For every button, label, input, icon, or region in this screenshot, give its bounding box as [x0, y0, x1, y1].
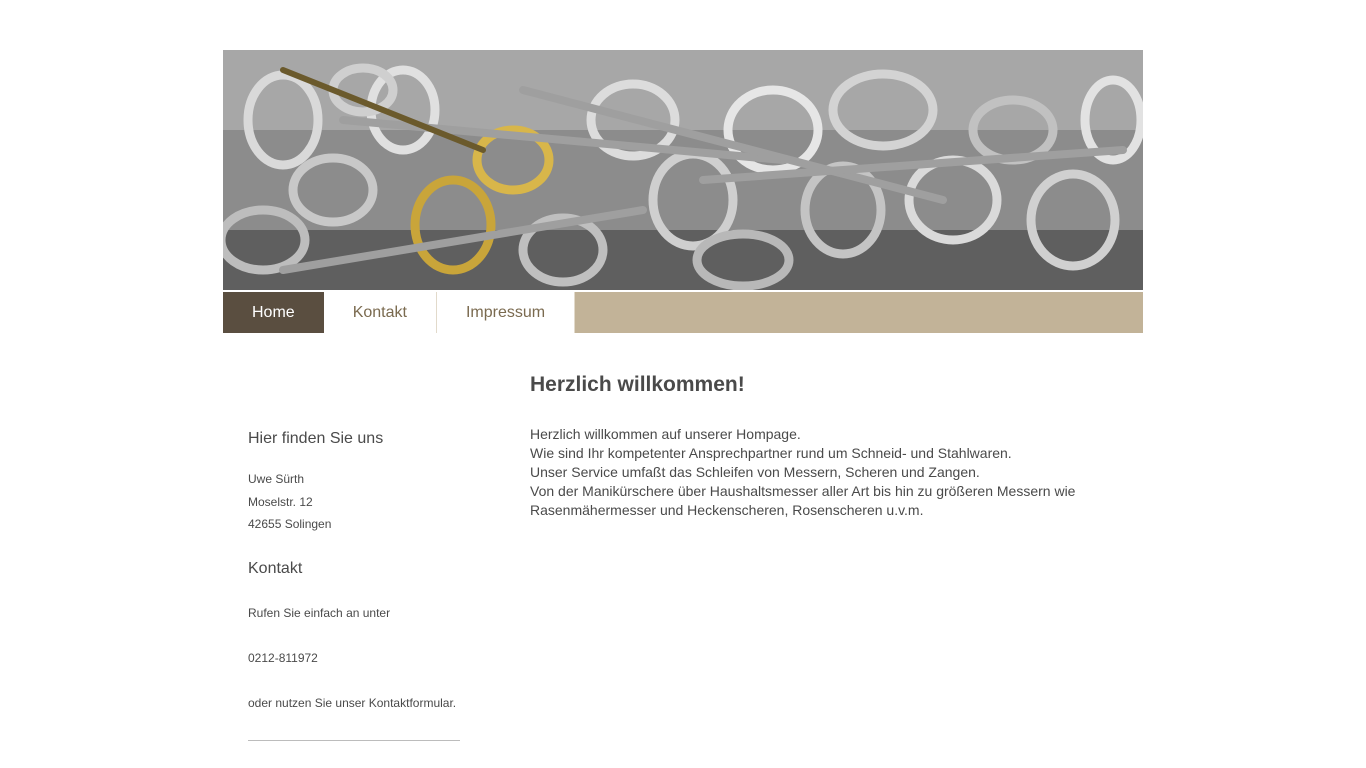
welcome-line: Wie sind Ihr kompetenter Ansprechpartner rund um Schneid- und Stahlwaren.: [530, 445, 1012, 461]
page-title: Herzlich willkommen!: [530, 373, 745, 396]
contact-heading: Kontakt: [248, 559, 303, 577]
nav-item-home[interactable]: Home: [223, 292, 324, 333]
welcome-line: Von der Manikürschere über Haushaltsmesser aller Art bis hin zu größeren Messern wie Rasenmähermesser und Heckenscheren, Rosenscheren u.v.m.: [530, 483, 1076, 518]
scissors-illustration: [223, 50, 1143, 290]
contact-form-text: oder nutzen Sie unser Kontaktformular.: [248, 695, 457, 710]
nav-item-kontakt[interactable]: Kontakt: [324, 292, 437, 333]
welcome-line: Herzlich willkommen auf unserer Hompage.: [530, 426, 801, 442]
sidebar-divider: [248, 740, 460, 741]
address-block: [248, 468, 460, 536]
main-navigation: [223, 290, 1143, 333]
address-street: Moselstr. 12: [248, 494, 313, 509]
call-text: Rufen Sie einfach an unter: [248, 605, 391, 620]
phone-number: 0212-811972: [248, 650, 318, 665]
main-content: [530, 373, 1120, 520]
welcome-line: Unser Service umfaßt das Schleifen von Messern, Scheren und Zangen.: [530, 464, 980, 480]
header-banner-scissors-image: [223, 50, 1143, 290]
page-container: [223, 50, 1143, 333]
address-name: Uwe Sürth: [248, 472, 305, 486]
welcome-text: [530, 425, 1120, 520]
find-us-heading: Hier finden Sie uns: [248, 430, 384, 447]
address-city: 42655 Solingen: [248, 517, 332, 531]
sidebar: [248, 360, 460, 741]
nav-item-impressum[interactable]: Impressum: [437, 292, 575, 333]
